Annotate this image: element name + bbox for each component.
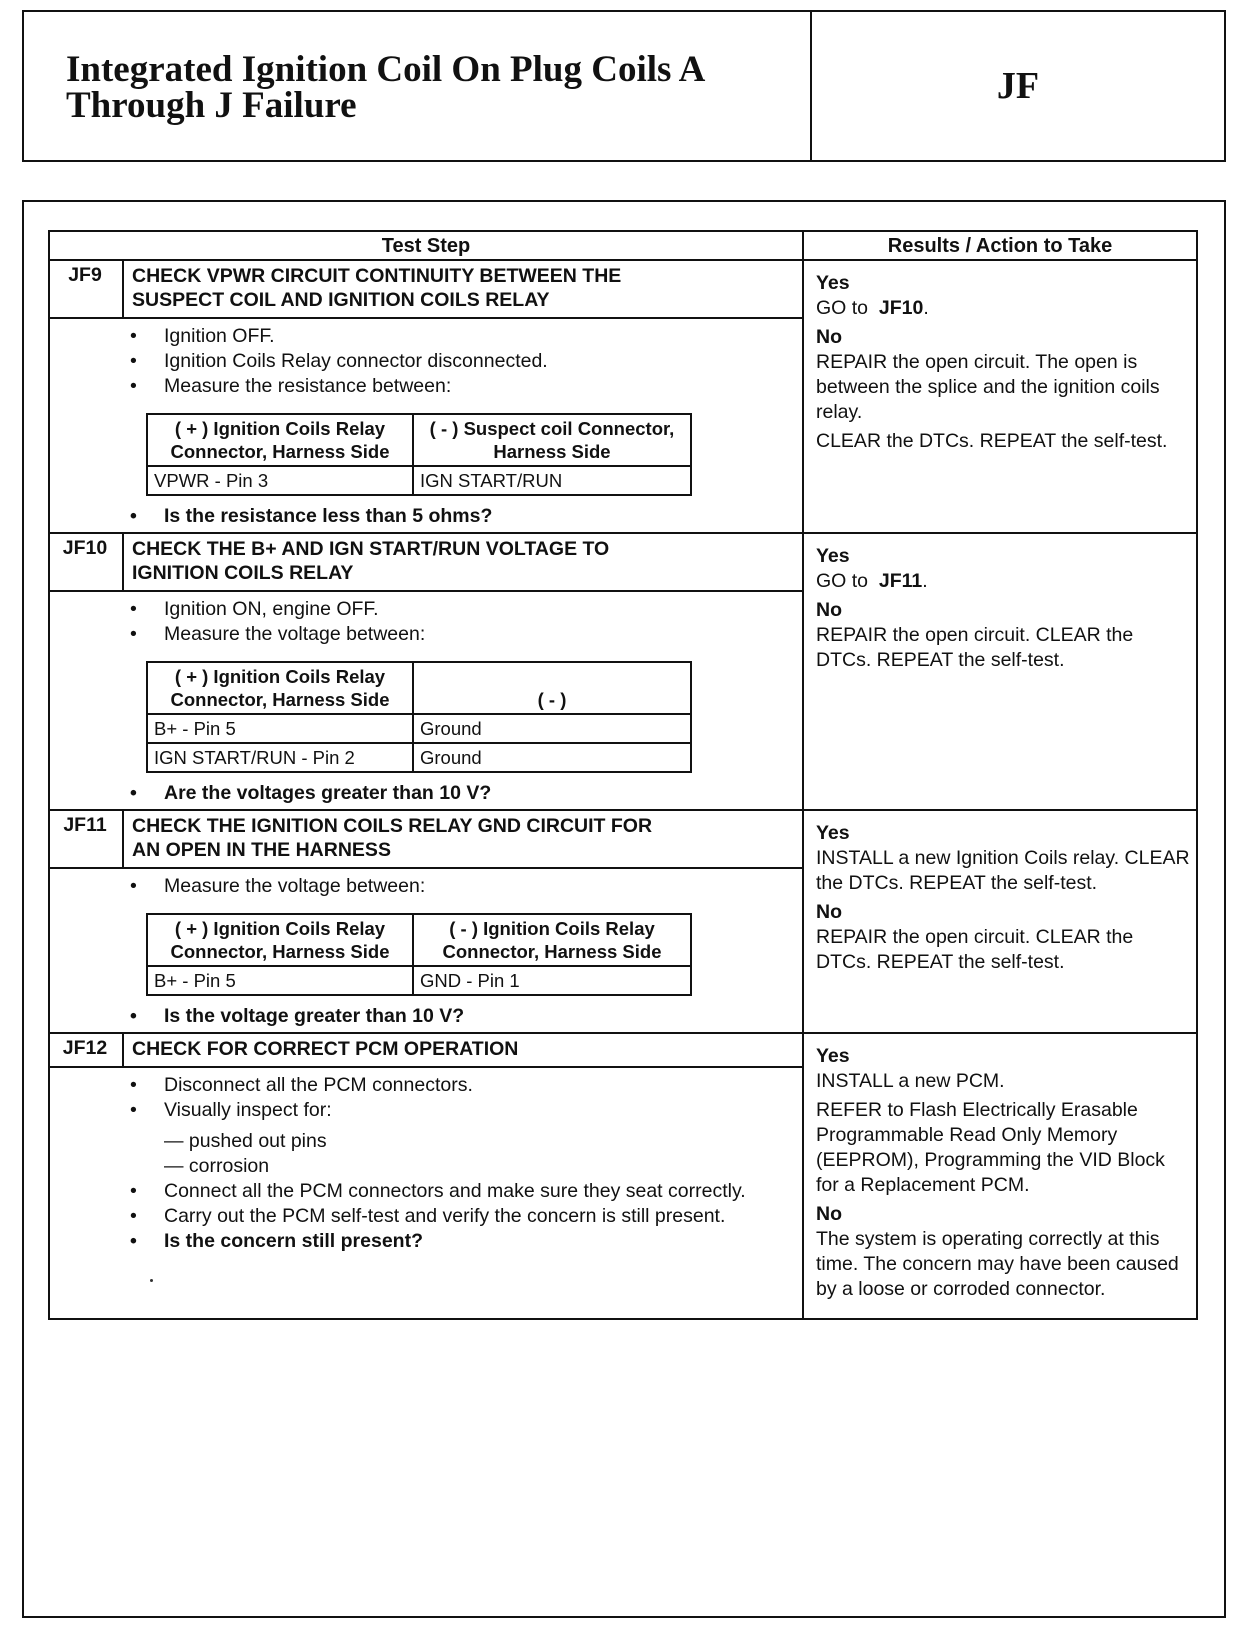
step-jf9-results bbox=[803, 260, 1197, 533]
measurement-header: ( - ) Suspect coil Connector, Harness Side bbox=[413, 414, 691, 466]
measurement-header: ( + ) Ignition Coils Relay Connector, Harness Side bbox=[147, 914, 413, 966]
step-body bbox=[49, 591, 803, 810]
table-header-row bbox=[49, 231, 1197, 260]
measurement-header: ( + ) Ignition Coils Relay Connector, Harness Side bbox=[147, 662, 413, 714]
list-item: • Measure the voltage between: bbox=[130, 622, 794, 647]
measurement-header: ( + ) Ignition Coils Relay Connector, Harness Side bbox=[147, 414, 413, 466]
sub-list-item: — corrosion bbox=[130, 1154, 762, 1179]
measurement-cell: GND - Pin 1 bbox=[413, 966, 691, 995]
step-jf12-results bbox=[803, 1033, 1197, 1319]
measurement-header: ( - ) bbox=[413, 662, 691, 714]
step-title-line: SUSPECT COIL AND IGNITION COILS RELAY bbox=[132, 289, 550, 311]
measurement-cell: IGN START/RUN bbox=[413, 466, 691, 495]
yes-label: Yes bbox=[816, 822, 850, 844]
measurement-cell: B+ - Pin 5 bbox=[147, 966, 413, 995]
step-title-line: CHECK THE IGNITION COILS RELAY GND CIRCUIT FOR bbox=[132, 815, 653, 837]
no-label: No bbox=[816, 326, 842, 348]
go-to-text: GO to bbox=[816, 570, 869, 592]
no-label: No bbox=[816, 901, 842, 923]
list-item: • Measure the resistance between: bbox=[130, 374, 794, 399]
step-id: JF9 bbox=[49, 260, 123, 318]
list-item: • Ignition Coils Relay connector disconnected. bbox=[130, 349, 794, 374]
list-item: • Disconnect all the PCM connectors. bbox=[130, 1073, 762, 1098]
step-title-line: AN OPEN IN THE HARNESS bbox=[132, 839, 391, 861]
step-title-line: IGNITION COILS RELAY bbox=[132, 562, 354, 584]
step-question: • Is the concern still present? bbox=[130, 1229, 762, 1254]
no-action-2: CLEAR the DTCs. REPEAT the self-test. bbox=[816, 430, 1168, 452]
step-title-line: CHECK THE B+ AND IGN START/RUN VOLTAGE TO bbox=[132, 538, 610, 560]
go-to-link[interactable]: JF10 bbox=[878, 297, 924, 319]
step-jf10-title-row bbox=[49, 533, 1197, 591]
step-title-line: CHECK VPWR CIRCUIT CONTINUITY BETWEEN THE bbox=[132, 265, 622, 287]
measurement-table bbox=[146, 913, 692, 996]
step-body bbox=[49, 1067, 803, 1319]
list-item: • Ignition OFF. bbox=[130, 324, 794, 349]
yes-action-2: REFER to Flash Electrically Erasable Programmable Read Only Memory (EEPROM), Programming the VID Block for a Replacement PCM. bbox=[816, 1099, 1165, 1196]
list-item: • Measure the voltage between: bbox=[130, 874, 794, 899]
step-title bbox=[123, 810, 803, 868]
step-question: • Are the voltages greater than 10 V? bbox=[130, 781, 794, 806]
list-item: • Connect all the PCM connectors and make sure they seat correctly. bbox=[130, 1179, 762, 1204]
step-body bbox=[49, 318, 803, 533]
list-item: • Visually inspect for: bbox=[130, 1098, 762, 1123]
step-jf11-title-row bbox=[49, 810, 1197, 868]
step-id: JF12 bbox=[49, 1033, 123, 1067]
step-id: JF11 bbox=[49, 810, 123, 868]
yes-action: INSTALL a new PCM. bbox=[816, 1070, 1005, 1092]
title-line-1: Integrated Ignition Coil On Plug Coils A bbox=[66, 49, 706, 90]
step-jf12-title-row bbox=[49, 1033, 1197, 1067]
test-step-header: Test Step bbox=[49, 231, 803, 260]
page-title bbox=[24, 12, 810, 160]
measurement-table bbox=[146, 413, 692, 496]
step-jf11-results bbox=[803, 810, 1197, 1033]
results-header: Results / Action to Take bbox=[803, 231, 1197, 260]
step-question: • Is the resistance less than 5 ohms? bbox=[130, 504, 794, 529]
yes-action: INSTALL a new Ignition Coils relay. CLEAR the DTCs. REPEAT the self-test. bbox=[816, 847, 1190, 894]
no-label: No bbox=[816, 599, 842, 621]
go-to-text: GO to bbox=[816, 297, 869, 319]
no-action: REPAIR the open circuit. CLEAR the DTCs. REPEAT the self-test. bbox=[816, 624, 1134, 671]
step-question: • Is the voltage greater than 10 V? bbox=[130, 1004, 794, 1029]
measurement-cell: IGN START/RUN - Pin 2 bbox=[147, 743, 413, 772]
content-frame bbox=[22, 200, 1226, 1618]
step-id: JF10 bbox=[49, 533, 123, 591]
page-header bbox=[22, 10, 1226, 162]
step-title bbox=[123, 260, 803, 318]
measurement-table bbox=[146, 661, 692, 773]
measurement-cell: B+ - Pin 5 bbox=[147, 714, 413, 743]
list-item: • Carry out the PCM self-test and verify the concern is still present. bbox=[130, 1204, 762, 1229]
no-action: REPAIR the open circuit. CLEAR the DTCs. REPEAT the self-test. bbox=[816, 926, 1134, 973]
step-jf9-title-row bbox=[49, 260, 1197, 318]
section-code: JF bbox=[810, 12, 1224, 160]
step-title bbox=[123, 1033, 803, 1067]
step-title-line: CHECK FOR CORRECT PCM OPERATION bbox=[132, 1038, 519, 1060]
yes-label: Yes bbox=[816, 545, 850, 567]
measurement-cell: Ground bbox=[413, 714, 691, 743]
no-action: The system is operating correctly at this time. The concern may have been caused by a loose or corroded connector. bbox=[816, 1228, 1179, 1300]
measurement-cell: VPWR - Pin 3 bbox=[147, 466, 413, 495]
measurement-header: ( - ) Ignition Coils Relay Connector, Harness Side bbox=[413, 914, 691, 966]
yes-label: Yes bbox=[816, 272, 850, 294]
step-jf10-results bbox=[803, 533, 1197, 810]
yes-action: GO to JF10. bbox=[816, 297, 929, 319]
step-body bbox=[49, 868, 803, 1033]
no-label: No bbox=[816, 1203, 842, 1225]
stray-dot bbox=[150, 1279, 153, 1282]
sub-list-item: — pushed out pins bbox=[130, 1129, 762, 1154]
step-title bbox=[123, 533, 803, 591]
yes-action: GO to JF11. bbox=[816, 570, 928, 592]
go-to-link[interactable]: JF11 bbox=[878, 570, 923, 592]
no-action: REPAIR the open circuit. The open is between the splice and the ignition coils relay. bbox=[816, 351, 1160, 423]
title-line-2: Through J Failure bbox=[66, 85, 357, 126]
list-item: • Ignition ON, engine OFF. bbox=[130, 597, 794, 622]
test-step-table bbox=[48, 230, 1198, 1320]
measurement-cell: Ground bbox=[413, 743, 691, 772]
yes-label: Yes bbox=[816, 1045, 850, 1067]
